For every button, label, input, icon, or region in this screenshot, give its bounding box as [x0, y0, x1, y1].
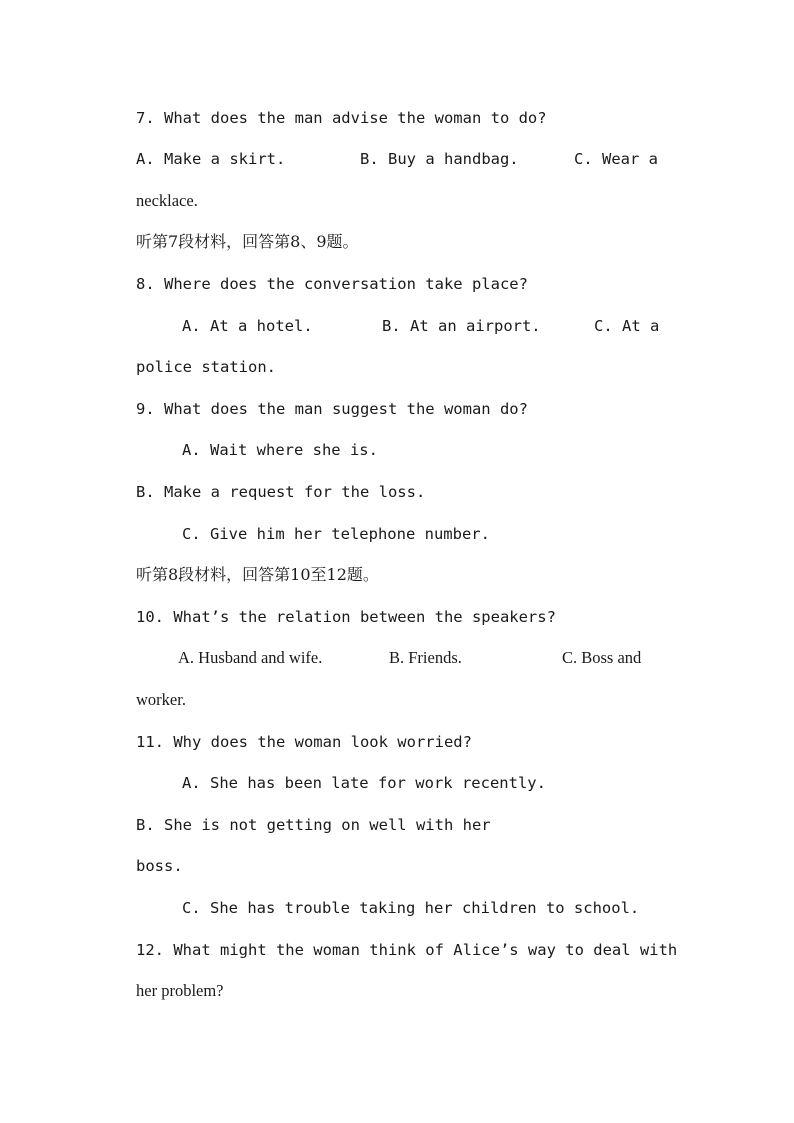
q8-option-a: A. At a hotel.: [182, 317, 313, 335]
q9-option-c: C. Give him her telephone number.: [182, 525, 490, 543]
q10-option-a: A. Husband and wife.: [178, 648, 323, 667]
q8-option-c-continued: police station.: [136, 358, 276, 376]
question-12-line-2: her problem?: [136, 981, 224, 1000]
question-11: 11. Why does the woman look worried?: [136, 733, 472, 751]
section-7-instruction: 听第7段材料，回答第8、9题。: [136, 232, 359, 251]
q10-option-c: C. Boss and: [562, 648, 642, 667]
q8-option-c: C. At a: [594, 317, 660, 335]
q7-option-b: B. Buy a handbag.: [360, 150, 519, 168]
question-9: 9. What does the man suggest the woman do?: [136, 400, 528, 418]
q11-option-b: B. She is not getting on well with her: [136, 816, 491, 834]
q11-option-a: A. She has been late for work recently.: [182, 774, 546, 792]
question-12-line-1: 12. What might the woman think of Alice’s way to deal with: [136, 941, 678, 959]
q11-option-c: C. She has trouble taking her children to school.: [182, 899, 640, 917]
q10-option-c-continued: worker.: [136, 690, 186, 709]
q8-option-b: B. At an airport.: [382, 317, 541, 335]
q7-option-c-continued: necklace.: [136, 191, 198, 210]
section-8-instruction: 听第8段材料，回答第10至12题。: [136, 565, 379, 584]
q7-option-a: A. Make a skirt.: [136, 150, 286, 168]
question-10: 10. What’s the relation between the speakers?: [136, 608, 556, 626]
question-7: 7. What does the man advise the woman to do?: [136, 109, 547, 127]
q9-option-b: B. Make a request for the loss.: [136, 483, 426, 501]
question-8: 8. Where does the conversation take place?: [136, 275, 528, 293]
q11-option-b-continued: boss.: [136, 857, 183, 875]
q7-option-c: C. Wear a: [574, 150, 658, 168]
q10-option-b: B. Friends.: [389, 648, 462, 667]
q9-option-a: A. Wait where she is.: [182, 441, 378, 459]
